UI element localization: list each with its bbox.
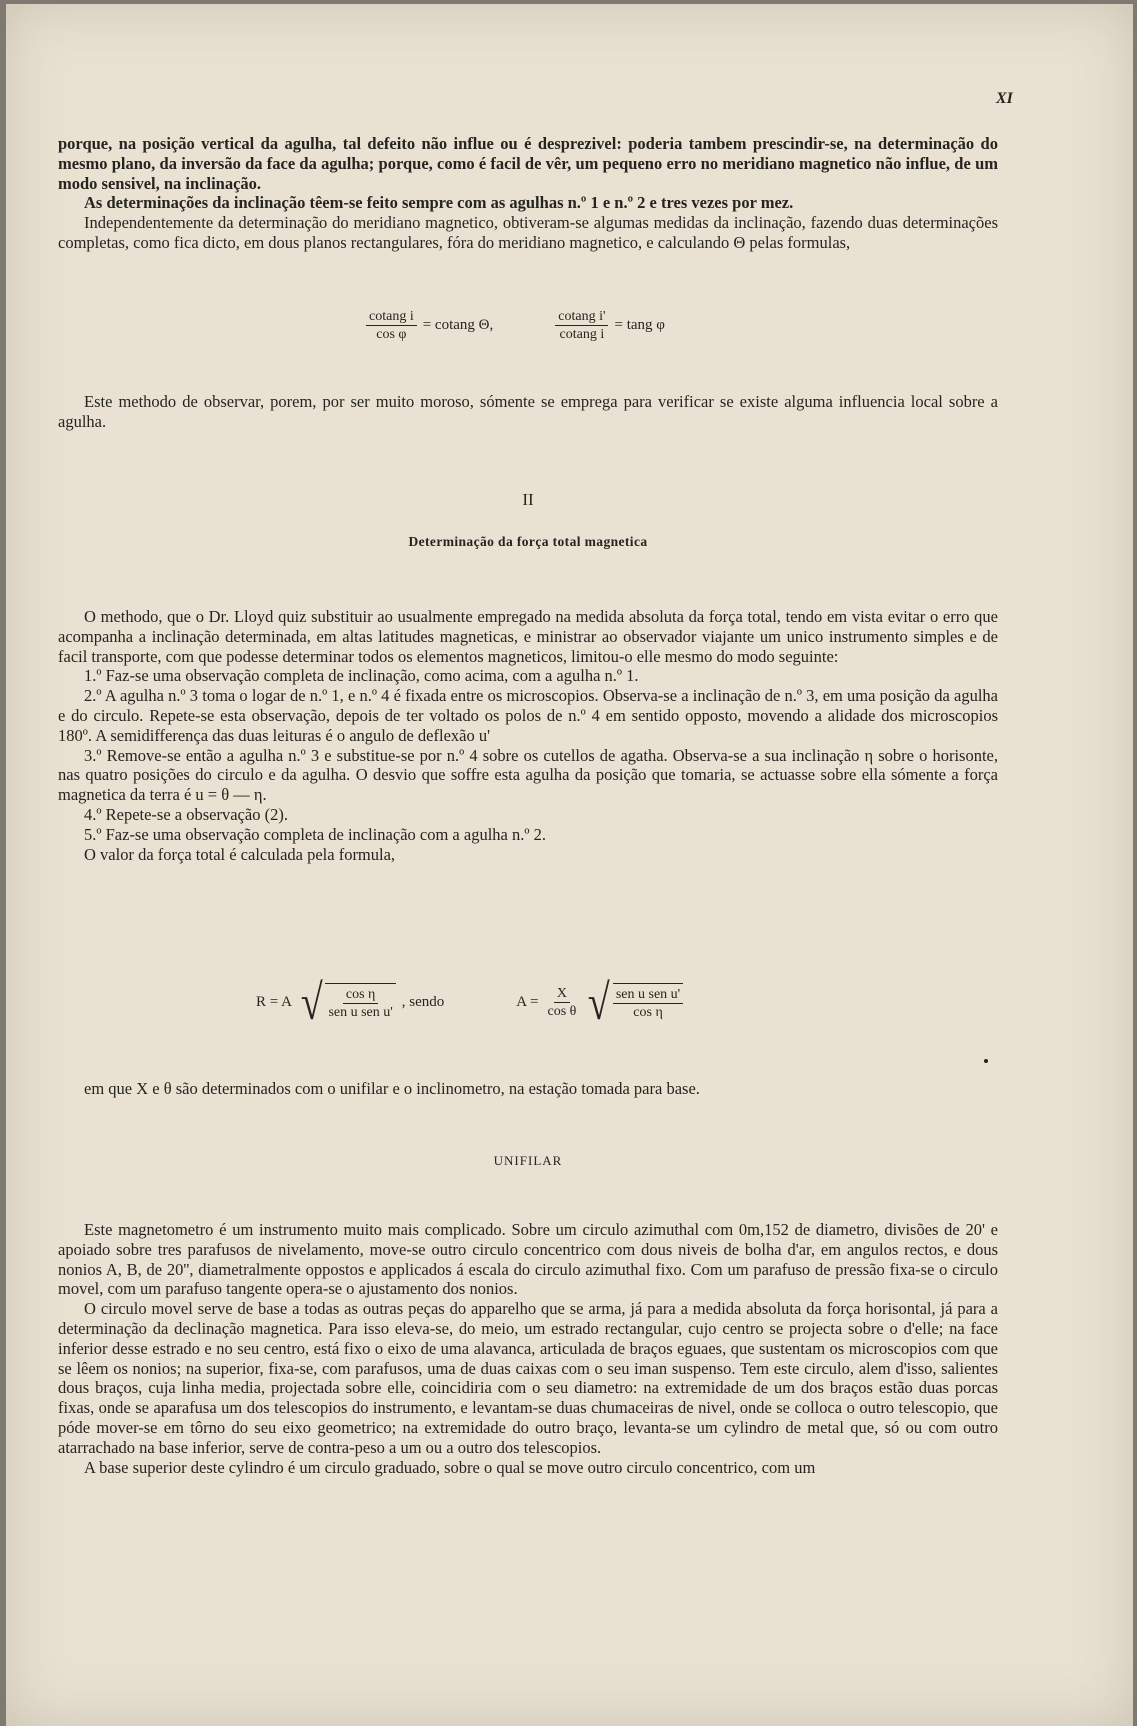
section-header (58, 490, 998, 552)
paragraph-block-unifilar (58, 1220, 998, 1477)
paragraph-1: porque, na posição vertical da agulha, tal defeito não influe ou é desprezivel: poderia tambem prescindir-se, na determinação do mesmo plano, da inversão da face da agulha; porque, como é facil de vêr, um pequeno erro no meridiano magnetico não influe, de um modo sensivel, na inclinação. (58, 134, 998, 193)
subsection-header (58, 1151, 998, 1171)
fraction-1 (366, 308, 417, 343)
fraction-2 (555, 308, 608, 343)
fraction-x-denominator: cos θ (547, 1003, 577, 1019)
fraction-x-numerator: X (554, 985, 570, 1003)
fraction-2-denominator: cotang i (559, 327, 605, 342)
section-number: II (522, 490, 534, 509)
sqrt-icon: √ (300, 974, 323, 1030)
step-1: 1.º Faz-se uma observação completa de inclinação, como acima, com a agulha n.º 1. (84, 666, 639, 686)
formula-2-rhs: = tang φ (614, 317, 665, 333)
paragraph-7: Este magnetometro é um instrumento muito mais complicado. Sobre um circulo azimuthal com 0m,152 de diametro, divisões de 20' e apoiado sobre tres parafusos de nivelamento, move-se outro circulo concentrico com dous niveis de bolha d'ar, em angulos rectos, e dous nonios A, B, de 20'', diametralmente oppostos e applicados á escala do circulo azimuthal fixo. Com um parafuso de pressão fixa-se o circulo movel, com um parafuso tangente opera-se o ajustamento dos nonios. (58, 1220, 998, 1299)
radical-2-denominator: cos η (633, 1005, 663, 1020)
radical-1 (298, 974, 396, 1030)
formula-1-rhs: = cotang Θ, (422, 317, 494, 333)
paragraph-6: em que X e θ são determinados com o unifilar e o inclinometro, na estação tomada para base. (84, 1079, 700, 1098)
paragraph-block-lloyd (58, 607, 998, 864)
formula-intro: O valor da força total é calculada pela formula, (84, 844, 396, 864)
radical-2 (585, 974, 683, 1030)
document-page (6, 4, 1133, 1726)
step-3: 3.º Remove-se então a agulha n.º 3 e substitue-se por n.º 4 sobre os cutellos de agatha. Observa-se a sua inclinação η sobre o horisonte, nas quatro posições do circulo e da agulha. O desvio que soffre esta agulha da posição que tomaria, se actuasse sobre ella sómente a força magnetica da terra é u = θ — η. (58, 745, 998, 805)
paragraph-5: O methodo, que o Dr. Lloyd quiz substituir ao usualmente empregado na medida absoluta da força total, tendo em vista evitar o erro que acompanha a inclinação determinada, em altas latitudes magneticas, e ministrar ao observador viajante um unico instrumento simples e de facil transporte, com que podesse determinar todos os elementos magneticos, limitou-o elle mesmo do modo seguinte: (58, 607, 998, 666)
subsection-title: UNIFILAR (493, 1153, 563, 1168)
step-2: 2.º A agulha n.º 3 toma o logar de n.º 1, e n.º 4 é fixada entre os microscopios. Observa-se a inclinação de n.º 3, em uma posição da agulha e do circulo. Repete-se esta observação, depois de ter voltado os polos de n.º 4 em sentido opposto, movendo a alidade dos microscopios 180º. A semidifferença das duas leituras é o angulo de deflexão u' (58, 686, 998, 745)
sqrt-icon: √ (588, 974, 611, 1030)
paragraph-4: Este methodo de observar, porem, por ser muito moroso, sómente se emprega para verificar se existe alguma influencia local sobre a agulha. (58, 392, 998, 431)
paragraph-2: As determinações da inclinação têem-se feito sempre com as agulhas n.º 1 e n.º 2 e tres vezes por mez. (84, 193, 794, 213)
paragraph-3: Independentemente da determinação do meridiano magnetico, obtiveram-se algumas medidas da inclinação, fazendo duas determinações completas, como fica dicto, em dous planos rectangulares, fóra do meridiano magnetico, e calculando Θ pelas formulas, (58, 213, 998, 252)
page-number: XI (996, 90, 1013, 107)
fraction-1-denominator: cos φ (376, 327, 407, 342)
radical-1-fraction (325, 983, 395, 1021)
radical-1-denominator: sen u sen u' (328, 1005, 393, 1020)
paragraph-9: A base superior deste cylindro é um circulo graduado, sobre o qual se move outro circulo concentrico, com um (84, 1457, 816, 1477)
ink-speck (984, 1059, 988, 1063)
paragraph-8: O circulo movel serve de base a todas as outras peças do apparelho que se arma, já para a medida absoluta da força horisontal, já para a determinação da declinação magnetica. Para isso eleva-se, do meio, um estrado rectangular, cujo centro se projecta sobre o d'elle; na face inferior desse estrado e no seu centro, está fixo o eixo de uma alavanca, articulada de braços eguaes, que sustentam os microscopios com que se lêem os nonios; na superior, fixa-se, com parafusos, uma de duas caixas com o seu iman suspenso. Tem este circulo, alem d'isso, salientes dous braços, cuja linha media, projectada sobre elle, coincidiria com o seu diametro: na extremidade de um dos braços estão duas porcas fixas, onde se aparafusa um dos telescopios do instrumento, e levantam-se duas chumaceiras de nivel, onde se colloca o outro telescopio, que póde mover-se em tôrno do seu eixo geometrico; na extremidade do outro braço, levanta-se um cylindro de metal que, só ou com outro atarrachado na base inferior, serve de contra-peso a um ou a outro dos telescopios. (58, 1299, 998, 1457)
formula-sendo: , sendo (401, 993, 445, 1010)
paragraph-block-method (58, 392, 998, 432)
step-4: 4.º Repete-se a observação (2). (84, 804, 288, 824)
formula-force (256, 974, 683, 1030)
formula-cotang (366, 308, 665, 343)
paragraph-block-top (58, 134, 998, 253)
radical-2-numerator: sen u sen u' (613, 986, 683, 1004)
fraction-x (545, 985, 580, 1020)
formula-2-lhs2: A = (516, 993, 539, 1010)
fraction-1-numerator: cotang i (366, 308, 417, 326)
radical-2-fraction (613, 983, 683, 1021)
formula-2-lhs: R = A (256, 993, 292, 1010)
fraction-2-numerator: cotang i' (555, 308, 608, 326)
radical-1-numerator: cos η (343, 986, 378, 1004)
paragraph-block-base (58, 1079, 998, 1099)
step-5: 5.º Faz-se uma observação completa de inclinação com a agulha n.º 2. (84, 824, 546, 844)
section-title: Determinação da força total magnetica (408, 533, 648, 549)
